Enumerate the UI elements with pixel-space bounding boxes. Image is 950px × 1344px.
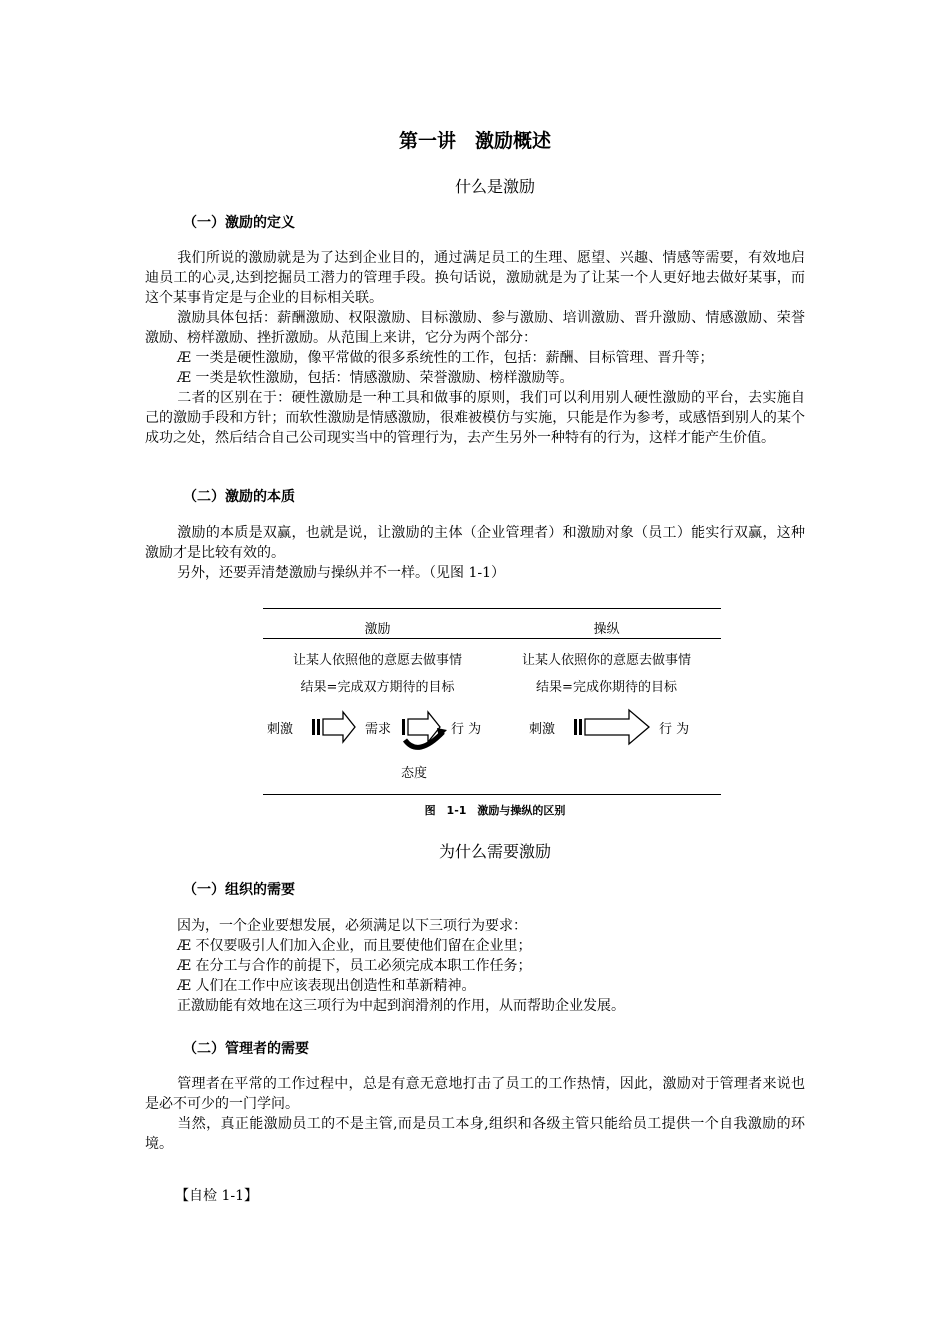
paragraph-text: 激励的本质是双赢，也就是说，让激励的主体（企业管理者）和激励对象（员工）能实行双赢，这种激励才是比较有效的。 — [145, 525, 805, 561]
paragraph-text: 二者的区别在于：硬性激励是一种工具和做事的原则，我们可以利用别人硬性激励的平台，去实施自己的激励手段和方针；而软性激励是情感激励，很难被模仿与实施，只能是作为参考，或感悟到别人的某个成功之处，然后结合自己公司现实当中的管理行为，去产生另外一种特有的行为，这样才能产生价值。 — [145, 390, 805, 446]
left-action-label: 行 为 — [451, 722, 482, 737]
paragraph-definition — [145, 248, 805, 308]
page-title: 第一讲 激励概述 — [398, 130, 551, 152]
left-arrow-1-icon — [323, 712, 355, 742]
self-check-label: 【自检 1-1】 — [175, 1188, 258, 1204]
flow-diagram — [263, 606, 721, 796]
subheading-organization: （一）组织的需要 — [183, 882, 295, 898]
attitude-feedback-arc — [405, 732, 443, 747]
subheading-manager: （二）管理者的需要 — [183, 1041, 309, 1057]
bullet-complete-tasks: Æ 在分工与合作的前提下，员工必须完成本职工作任务； — [177, 958, 532, 974]
paragraph-self-motivation — [145, 1114, 805, 1154]
subheading-essence: （二）激励的本质 — [183, 489, 295, 505]
left-stimulus-block — [312, 719, 320, 735]
manipulation-description: 让某人依照你的意愿去做事情 — [521, 653, 691, 668]
manipulation-result: 结果=完成你期待的目标 — [536, 680, 677, 695]
right-arrow-icon — [585, 710, 649, 744]
left-need-block — [402, 719, 405, 735]
paragraph-manipulation-note: 另外，还要弄清楚激励与操纵并不一样。（见图 1-1） — [177, 565, 505, 581]
paragraph-text: 当然，真正能激励员工的不是主管,而是员工本身,组织和各级主管只能给员工提供一个自我激励的环境。 — [145, 1116, 805, 1152]
incentive-result: 结果=完成双方期待的目标 — [300, 680, 455, 695]
column-header-manipulation: 操纵 — [593, 622, 620, 637]
left-attitude-label: 态度 — [401, 766, 428, 781]
paragraph-scope — [145, 308, 805, 348]
bullet-hard-incentive: Æ 一类是硬性激励，像平常做的很多系统性的工作，包括：薪酬、目标管理、晋升等； — [177, 350, 714, 366]
figure-incentive-vs-manipulation — [263, 606, 721, 796]
incentive-description: 让某人依照他的意愿去做事情 — [292, 653, 462, 668]
paragraph-manager-need — [145, 1074, 805, 1114]
bullet-soft-incentive: Æ 一类是软性激励，包括：情感激励、荣誉激励、榜样激励等。 — [177, 370, 574, 386]
bullet-innovation: Æ 人们在工作中应该表现出创造性和革新精神。 — [177, 978, 476, 994]
paragraph-text: 激励具体包括：薪酬激励、权限激励、目标激励、参与激励、培训激励、晋升激励、情感激励、荣誉激励、榜样激励、挫折激励。从范围上来讲，它分为两个部分： — [145, 310, 805, 346]
subheading-definition: （一）激励的定义 — [183, 215, 295, 231]
left-need-label: 需求 — [365, 722, 392, 737]
figure-caption: 图 1-1 激励与操纵的区别 — [424, 804, 566, 817]
paragraph-text: 管理者在平常的工作过程中，总是有意无意地打击了员工的工作热情，因此，激励对于管理者来说也是必不可少的一门学问。 — [145, 1076, 805, 1112]
right-stimulus-label: 刺激 — [529, 722, 556, 737]
paragraph-text: 我们所说的激励就是为了达到企业目的，通过满足员工的生理、愿望、兴趣、情感等需要，有效地启迪员工的心灵,达到挖掘员工潜力的管理手段。换句话说，激励就是为了让某一个人更好地去做好某事，而这个某事肯定是与企业的目标相关联。 — [145, 250, 805, 306]
right-action-label: 行 为 — [659, 722, 690, 737]
bullet-attract-retain: Æ 不仅要吸引人们加入企业，而且要使他们留在企业里； — [177, 938, 532, 954]
paragraph-difference — [145, 388, 805, 448]
paragraph-org-intro: 因为，一个企业要想发展，必须满足以下三项行为要求： — [177, 918, 527, 934]
column-header-incentive: 激励 — [364, 622, 391, 637]
paragraph-org-outro: 正激励能有效地在这三项行为中起到润滑剂的作用，从而帮助企业发展。 — [177, 998, 625, 1014]
paragraph-essence — [145, 523, 805, 563]
section-heading-what: 什么是激励 — [454, 177, 535, 196]
section-heading-why: 为什么需要激励 — [438, 842, 551, 861]
left-stimulus-label: 刺激 — [267, 722, 294, 737]
right-stimulus-block — [574, 719, 582, 735]
